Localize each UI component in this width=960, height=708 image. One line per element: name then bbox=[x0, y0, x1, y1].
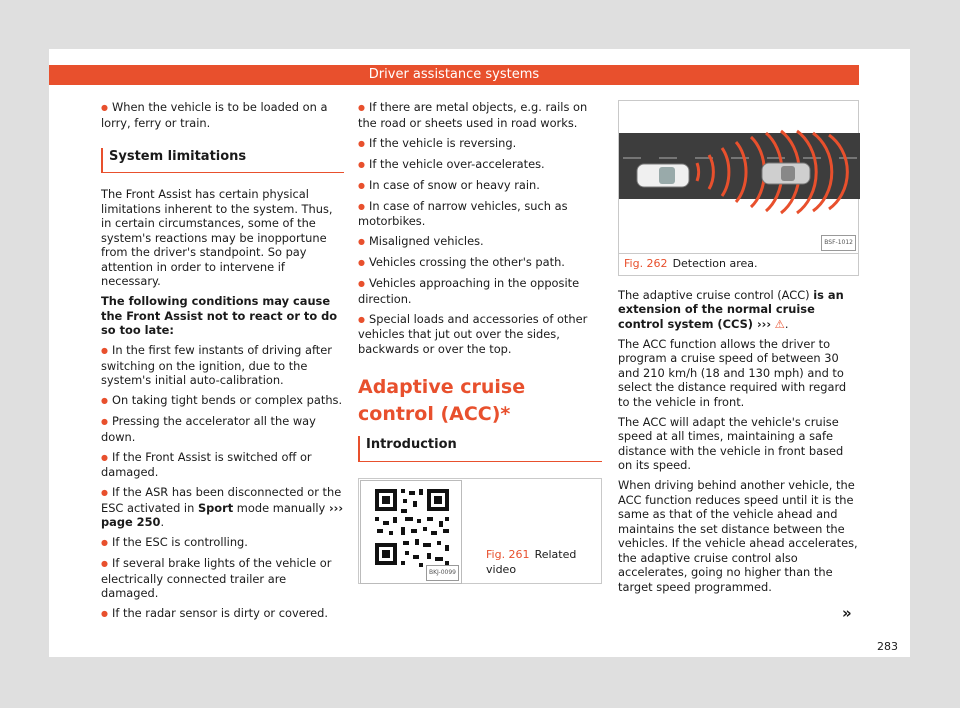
page-reference-link[interactable]: ››› page 250 bbox=[101, 500, 344, 529]
list-item: ● Vehicles crossing the other's path. bbox=[358, 255, 602, 271]
list-item: ● In case of snow or heavy rain. bbox=[358, 178, 602, 194]
paragraph: The ACC will adapt the vehicle's cruise speed at all times, maintaining a safe distance with the vehicle in front based on its speed. bbox=[618, 414, 844, 472]
paragraph: The ACC function allows the driver to program a cruise speed of between 30 and 210 km/h (18 and 130 mph) and to select the distance required with regard to the vehicle in front. bbox=[618, 336, 847, 409]
list-item: ● If there are metal objects, e.g. rails on the road or sheets used in road works. bbox=[358, 100, 602, 130]
list-item: ● If the ASR has been disconnected or the ESC activated in Sport mode manually ››› page 250. bbox=[101, 485, 344, 530]
list-item: ● If the ESC is controlling. bbox=[101, 535, 344, 551]
list-item: ● If the radar sensor is dirty or covered. bbox=[101, 606, 344, 622]
paragraph: The Front Assist has certain physical limitations inherent to the system. Thus, in certain circumstances, some of the system's reactions may be inopportune from the driver's standpoint. So pay attention in order to intervene if necessary. bbox=[101, 187, 333, 288]
figure-262 bbox=[618, 100, 859, 276]
figure-caption: Fig. 262 Detection area. bbox=[619, 253, 858, 275]
figure-261 bbox=[358, 478, 602, 584]
warning-icon[interactable]: ⚠ bbox=[774, 316, 785, 331]
list-item: ● Vehicles approaching in the opposite direction. bbox=[358, 276, 602, 306]
column-1 bbox=[101, 100, 344, 627]
list-item: ● If the vehicle over-accelerates. bbox=[358, 157, 602, 173]
figure-caption: Fig. 261 Related video bbox=[486, 548, 577, 576]
chapter-title: Adaptive cruise control (ACC)* bbox=[358, 376, 526, 425]
list-item: ● Misaligned vehicles. bbox=[358, 234, 602, 250]
list-item: ● Pressing the accelerator all the way down. bbox=[101, 414, 344, 444]
figure-code: BSF-1012 bbox=[821, 235, 856, 252]
column-3 bbox=[618, 100, 859, 600]
column-2 bbox=[358, 100, 602, 584]
conditions-heading: The following conditions may cause the Front Assist not to react or to do so too late: bbox=[101, 294, 338, 337]
paragraph: When driving behind another vehicle, the ACC function reduces speed until it is the same as that of the vehicle ahead and maintains the set distance between the vehicles. If the vehicle ahead accelerates, the adaptive cruise control also accelerates, going no higher than the target speed programmed. bbox=[618, 478, 858, 594]
qr-code-icon[interactable] bbox=[360, 480, 462, 584]
list-item: ● If the vehicle is reversing. bbox=[358, 136, 602, 152]
list-item: ● Special loads and accessories of other vehicles that jut out over the sides, backwards or over the top. bbox=[358, 312, 602, 357]
page-header: Driver assistance systems bbox=[49, 65, 859, 85]
list-item: ● If several brake lights of the vehicle or electrically connected trailer are damaged. bbox=[101, 556, 344, 601]
introduction-heading: Introduction bbox=[358, 436, 602, 462]
list-item: ● On taking tight bends or complex paths. bbox=[101, 393, 344, 409]
section-title: System limitations bbox=[101, 148, 344, 173]
figure-code: BKJ-0099 bbox=[426, 565, 459, 582]
list-item: ● When the vehicle is to be loaded on a lorry, ferry or train. bbox=[101, 100, 344, 130]
paragraph: The adaptive cruise control (ACC) is an extension of the normal cruise control system (CCS) ››› ⚠. bbox=[618, 287, 844, 331]
list-item: ● In the first few instants of driving after switching on the ignition, due to the system's initial auto-calibration. bbox=[101, 343, 344, 388]
list-item: ● If the Front Assist is switched off or damaged. bbox=[101, 450, 344, 480]
continue-arrow-icon: » bbox=[842, 604, 852, 622]
page-number: 283 bbox=[877, 640, 898, 653]
list-item: ● In case of narrow vehicles, such as motorbikes. bbox=[358, 199, 602, 229]
